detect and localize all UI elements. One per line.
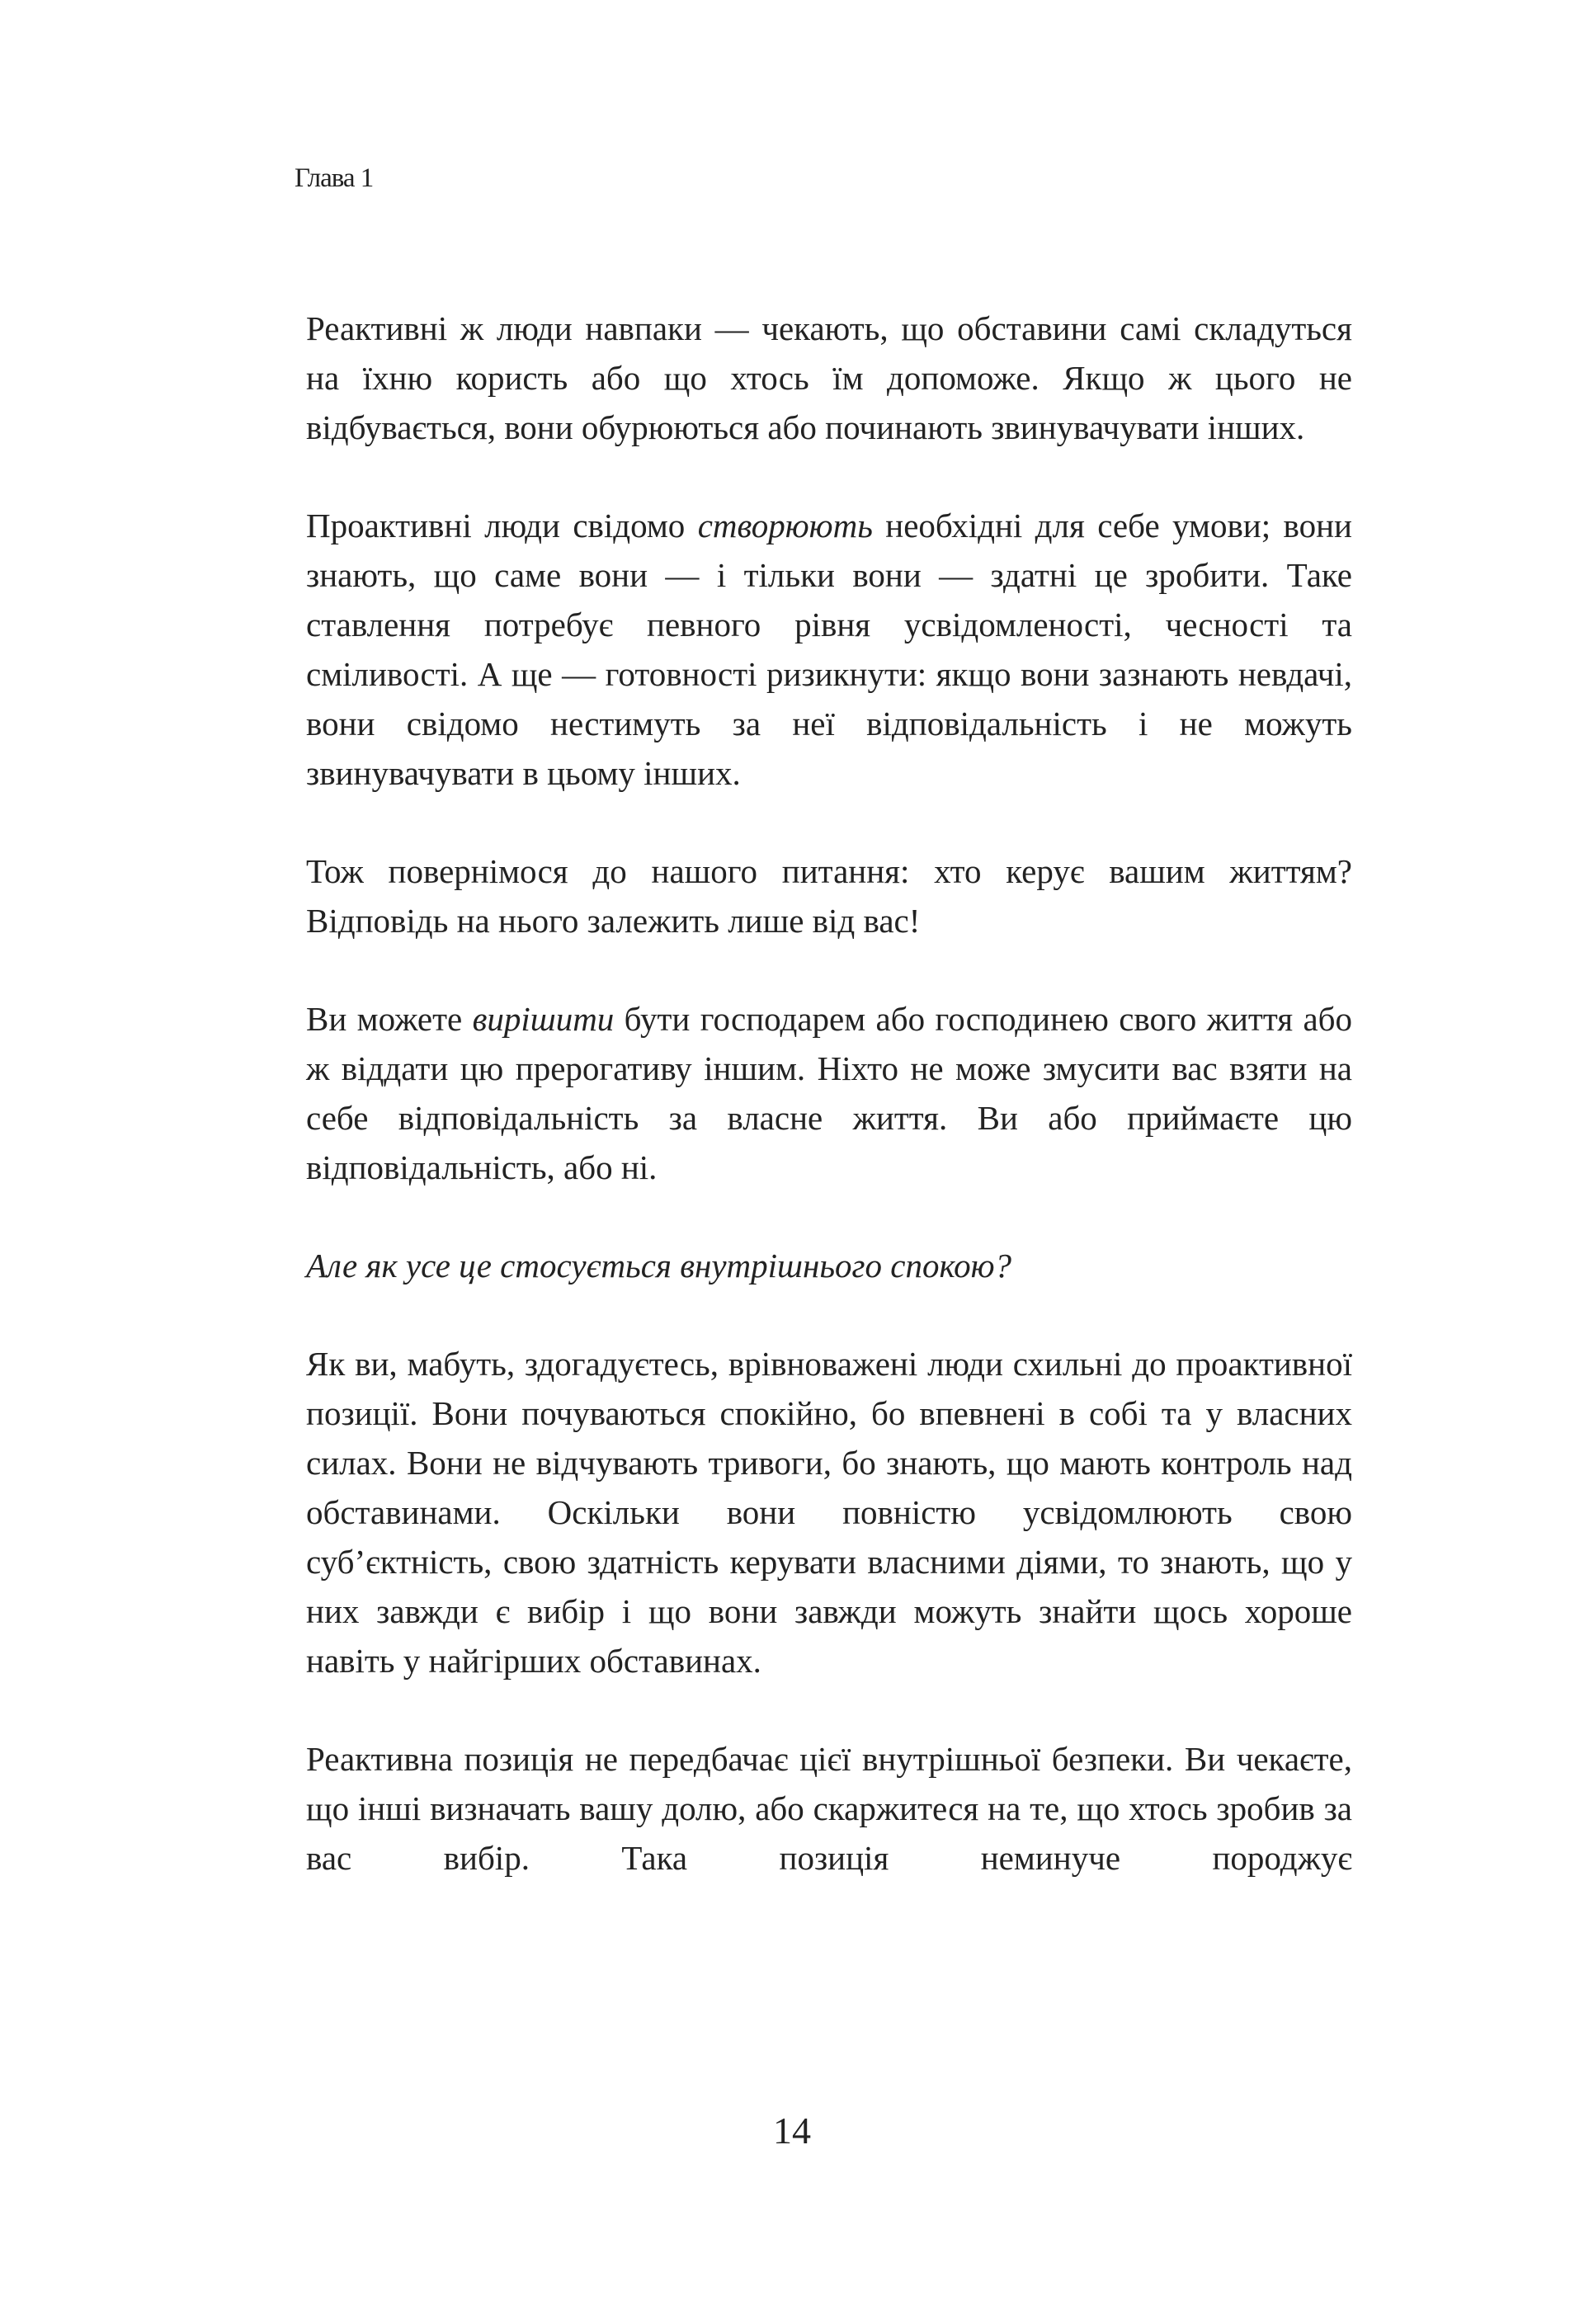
paragraph-proactive-people [306, 501, 1352, 798]
paragraph-reactive-people: Реактивні ж люди навпаки — чекають, що обставини самі складуться на їхню користь або що хтось їм допоможе. Якщо ж цього не відбувається, вони обурюються або починають звинувачувати інших. [306, 309, 1352, 446]
paragraph-text: необхідні для себе умови; вони знають, що саме вони — і тільки вони — здатні це зробити. Таке ставлення потребує певного рівня усвідомленості, чесності та сміливості. А ще — готовності ризикнути: якщо вони зазнають невдачі, вони свідомо нестимуть за неї відповідальність і не можуть звинувачувати в цьому інших. [306, 507, 1352, 792]
emphasis-text: створюють [697, 507, 873, 544]
paragraph-you-can-decide [306, 994, 1352, 1192]
paragraph-balanced-people: Як ви, мабуть, здогадуєтесь, врівноважені люди схильні до проактивної позиції. Вони почуваються спокійно, бо впевнені в собі та у власних силах. Вони не відчувають тривоги, бо знають, що мають контроль над обставинами. Оскільки вони повністю усвідомлюють свою суб’єктність, свою здатність керувати власними діями, то знають, що у них завжди є вибір і що вони завжди можуть знайти щось хороше навіть у найгірших обставинах. [306, 1345, 1352, 1680]
emphasis-text: вирішити [472, 1000, 615, 1038]
paragraph-text: бути господарем або господинею свого життя або ж віддати цю прерогативу іншим. Ніхто не може змусити вас взяти на себе відповідальність за власне життя. Ви або приймаєте цю відповідальність, або ні. [306, 1000, 1353, 1186]
body-text [306, 304, 1352, 1883]
paragraph-reactive-position: Реактивна позиція не передбачає цієї внутрішньої безпеки. Ви чекаєте, що інші визначать вашу долю, або скаржитеся на те, що хтось зробив за вас вибір. Така позиція неминуче породжує [306, 1740, 1352, 1877]
running-head-chapter: Глава 1 [295, 163, 374, 193]
paragraph-who-controls-life: Тож повернімося до нашого питання: хто керує вашим життям? Відповідь на нього залежить лише від вас! [306, 852, 1352, 940]
paragraph-italic-question: Але як усе це стосується внутрішнього спокою? [306, 1247, 1011, 1285]
page-number: 14 [773, 2110, 811, 2152]
paragraph-text: Проактивні люди свідомо [306, 507, 698, 544]
paragraph-text: Ви можете [306, 1000, 473, 1038]
